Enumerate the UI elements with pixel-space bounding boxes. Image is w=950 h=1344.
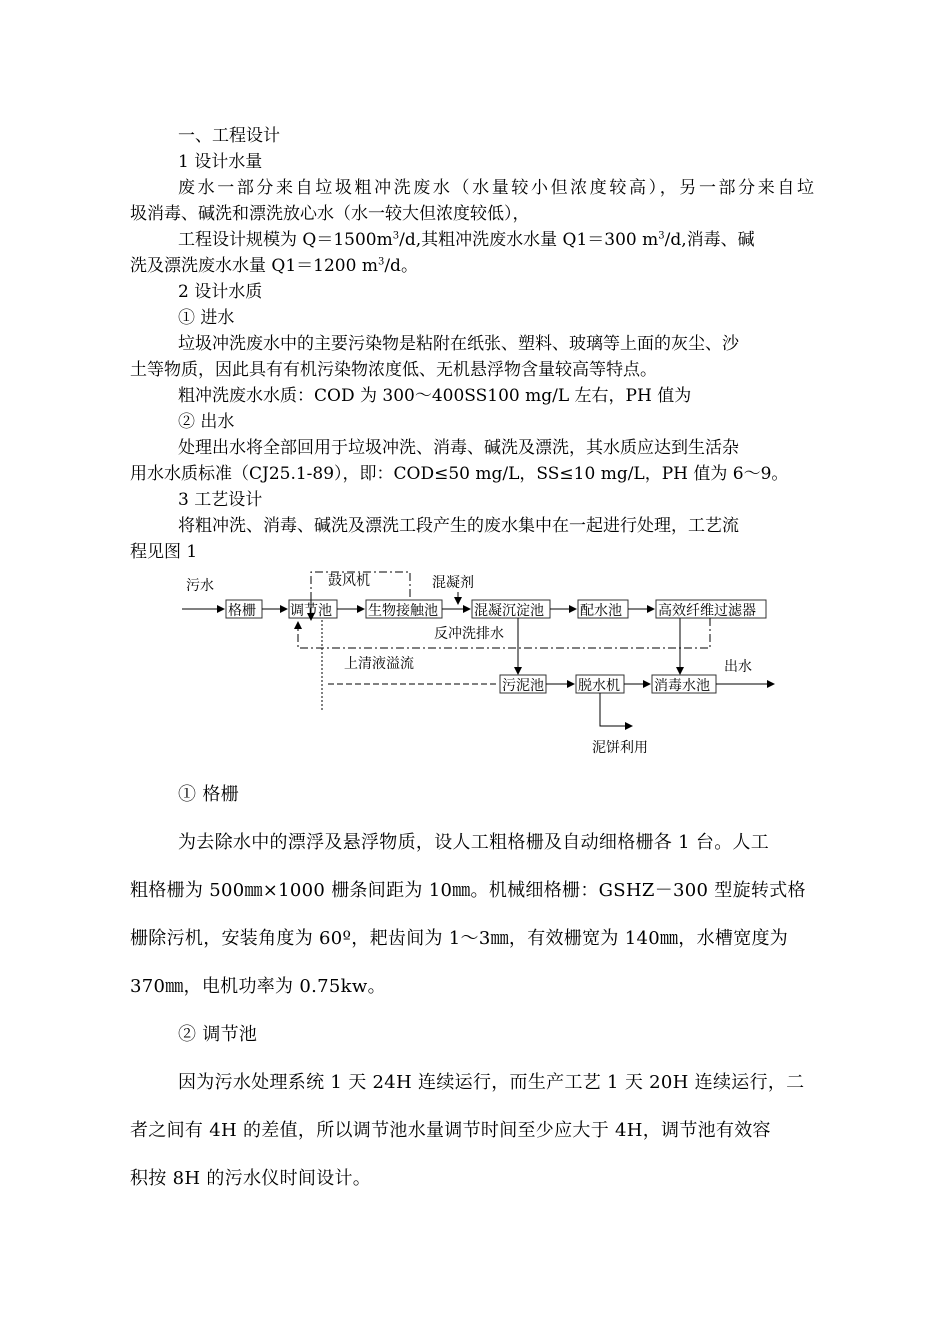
paragraph-line: 工程设计规模为 $Q=1500m^3/d$,其粗冲洗废水水量 Q1＝300 $m^3/d$,消毒、碱 <box>178 230 755 250</box>
process-flow-diagram <box>180 560 800 770</box>
dosing-label: 配水池 <box>580 603 622 619</box>
paragraph-line: 为去除水中的漂浮及悬浮物质，设人工粗格栅及自动细格栅各 1 台。人工 <box>178 832 770 853</box>
process-heading: 3 工艺设计 <box>178 490 263 510</box>
backwash-line <box>298 618 710 648</box>
dewater-label: 脱水机 <box>578 678 620 694</box>
paragraph-line: 程见图 1 <box>130 542 198 562</box>
paragraph-line: 土等物质，因此具有有机污染物浓度低、无机悬浮物含量较高等特点。 <box>130 360 657 380</box>
paragraph-line: 370㎜，电机功率为 0.75kw。 <box>130 976 386 997</box>
outflow-heading: ② 出水 <box>178 412 235 432</box>
supernatant-label: 上清液溢流 <box>344 656 414 672</box>
grid-heading: ① 格栅 <box>178 784 239 805</box>
design-flow-heading: 1 设计水量 <box>178 152 263 172</box>
paragraph-line: 者之间有 4H 的差值，所以调节池水量调节时间至少应大于 4H，调节池有效容 <box>130 1120 771 1141</box>
inflow-heading: ① 进水 <box>178 308 235 328</box>
design-quality-heading: 2 设计水质 <box>178 282 263 302</box>
paragraph-line: 垃圾冲洗废水中的主要污染物是粘附在纸张、塑料、玻璃等上面的灰尘、沙 <box>178 334 739 354</box>
paragraph-line: 栅除污机，安装角度为 60º，耙齿间为 1～3㎜，有效栅宽为 140㎜，水槽宽度为 <box>130 928 789 949</box>
equal-heading: ② 调节池 <box>178 1024 258 1045</box>
paragraph-line: 将粗冲洗、消毒、碱洗及漂洗工段产生的废水集中在一起进行处理，工艺流 <box>178 516 739 536</box>
paragraph-line: 积按 8H 的污水仪时间设计。 <box>130 1168 372 1189</box>
cake-arrow <box>600 693 632 726</box>
paragraph-line: 处理出水将全部回用于垃圾冲洗、消毒、碱洗及漂洗，其水质应达到生活杂 <box>178 438 739 458</box>
sludge-tank-label: 污泥池 <box>502 678 544 694</box>
equalization-label: 调节池 <box>290 603 332 619</box>
disinfect-label: 消毒水池 <box>654 678 710 694</box>
paragraph-line: 因为污水处理系统 1 天 24H 连续运行，而生产工艺 1 天 20H 连续运行，二 <box>178 1072 805 1093</box>
paragraph-line: 圾消毒、碱洗和漂洗放心水（水一较大但浓度较低）， <box>130 204 530 224</box>
paragraph-line: 洗及漂洗废水水量 Q1＝1200 $m^3/d$。 <box>130 256 418 276</box>
coag-settling-label: 混凝沉淀池 <box>474 603 544 619</box>
paragraph-line: 粗冲洗废水水质：COD 为 300～400SS100 mg/L 左右，PH 值为 <box>178 386 692 406</box>
fiber-filter-label: 高效纤维过滤器 <box>658 603 756 619</box>
backwash-label: 反冲洗排水 <box>434 626 504 642</box>
bio-contact-label: 生物接触池 <box>368 603 438 619</box>
screen-label: 格栅 <box>228 603 256 619</box>
cake-label: 泥饼利用 <box>592 740 648 756</box>
blower-label: 鼓风机 <box>328 573 370 589</box>
inlet-label: 污水 <box>186 578 214 594</box>
coagulant-label: 混凝剂 <box>432 575 474 591</box>
outlet-label: 出水 <box>724 659 752 675</box>
paragraph-line: 粗格栅为 500㎜×1000 栅条间距为 10㎜。机械细格栅：GSHZ－300 型旋转式格 <box>130 880 806 901</box>
section-title: 一、工程设计 <box>178 126 280 146</box>
paragraph-line: 用水水质标准（CJ25.1-89），即：COD≤50 mg/L，SS≤10 mg/L，PH 值为 6～9。 <box>130 464 789 484</box>
paragraph-line: 废水一部分来自垃圾粗冲洗废水（水量较小但浓度较高），另一部分来自垃 <box>178 178 814 198</box>
